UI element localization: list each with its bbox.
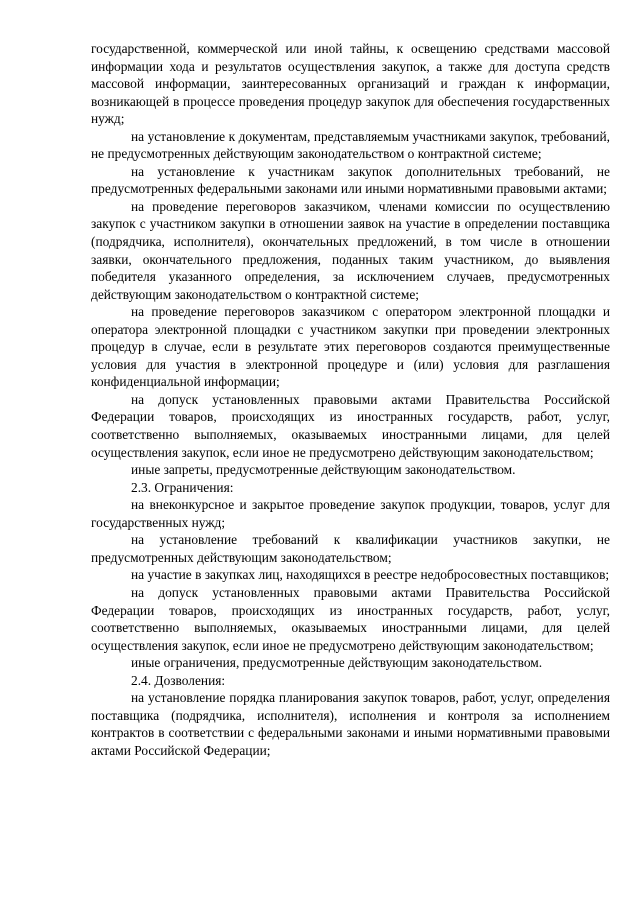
paragraph-prohibition-documents: на установление к документам, представляемым участниками закупок, требований, не предусмотренных действующим законодательством о контрактной системе; bbox=[91, 128, 610, 162]
paragraph-other-prohibitions: иные запреты, предусмотренные действующим законодательством. bbox=[131, 462, 516, 478]
paragraph-prohibition-foreign-goods: на допуск установленных правовыми актами Правительства Российской Федерации товаров, происходящих из иностранных государств, работ, услуг, соответственно выполняемых, оказываемых иностранными лицами, для целей осуществления закупок, если иное не предусмотрено действующим законодательством; bbox=[91, 391, 610, 460]
paragraph-prohibition-negotiations: на проведение переговоров заказчиком, членами комиссии по осуществлению закупок с участником закупки в отношении заявок на участие в определении поставщика (подрядчика, исполнителя), окончательных предложений, в том числе в отношении заявки, окончательного предложения, поданных таким участником, до выявления победителя указанного определения, за исключением случаев, предусмотренных действующим законодательством о контрактной системе; bbox=[91, 198, 610, 302]
paragraph-restriction-unfair-suppliers: на участие в закупках лиц, находящихся в реестре недобросовестных поставщиков; bbox=[131, 567, 610, 583]
paragraph-restriction-foreign-goods: на допуск установленных правовыми актами Правительства Российской Федерации товаров, происходящих из иностранных государств, работ, услуг, соответственно выполняемых, оказываемых иностранными лицами, для целей осуществления закупок, если иное не предусмотрено действующим законодательством; bbox=[91, 584, 610, 653]
paragraph-prohibition-extra-requirements: на установление к участникам закупок дополнительных требований, не предусмотренных федеральными законами или иными нормативными правовыми актами; bbox=[91, 163, 610, 197]
paragraph-restriction-closed-procurement: на внеконкурсное и закрытое проведение закупок продукции, товаров, услуг для государственных нужд; bbox=[91, 497, 610, 530]
paragraph-prohibition-electronic-negotiations: на проведение переговоров заказчиком с оператором электронной площадки и оператора электронной площадки с участником закупки при проведении электронных процедур в случае, если в результате этих переговоров создаются преимущественные условия для участия в электронной процедуре и (или) условия для разглашения конфиденциальной информации; bbox=[91, 304, 610, 390]
paragraph-other-restrictions: иные ограничения, предусмотренные действующим законодательством. bbox=[131, 655, 543, 671]
paragraph-restriction-qualification: на установление требований к квалификации участников закупки, не предусмотренных действующим законодательством; bbox=[91, 532, 610, 565]
paragraph-continued: государственной, коммерческой или иной тайны, к освещению средствами массовой информации хода и результатов осуществления закупок, а также для доступа средств массовой информации, заинтересованных организаций и граждан к информации, возникающей в процессе проведения процедур закупок для обеспечения государственных нужд; bbox=[91, 41, 610, 127]
section-heading-restrictions: 2.3. Ограничения: bbox=[131, 479, 234, 495]
paragraph-permission-planning: на установление порядка планирования закупок товаров, работ, услуг, определения поставщика (подрядчика, исполнителя), исполнения и контроля за исполнением контрактов в соответствии с федеральными законами и иными нормативными правовыми актами Российской Федерации; bbox=[91, 690, 610, 758]
section-heading-permissions: 2.4. Дозволения: bbox=[131, 672, 226, 688]
